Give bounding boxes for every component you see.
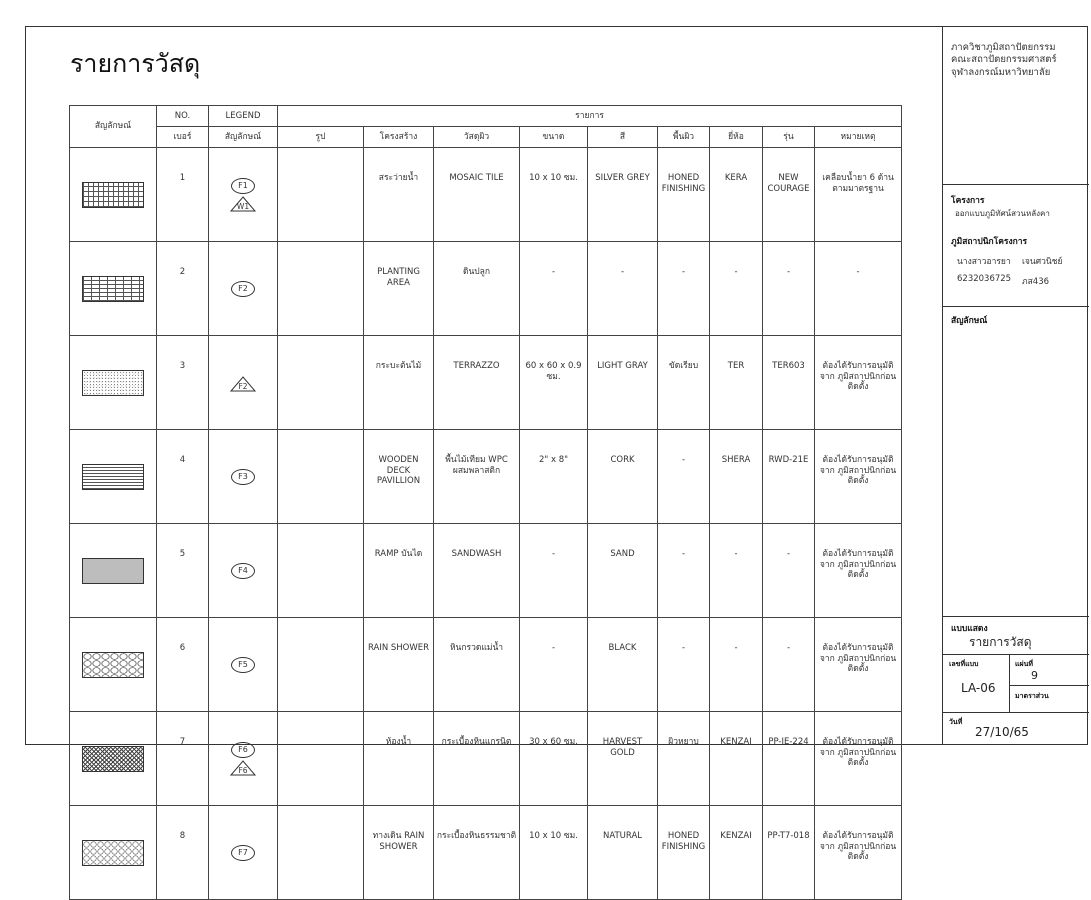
symbol-swatch-cell [70,618,157,712]
structure-cell: WOODEN DECK PAVILLION [364,430,434,524]
header-col-brand: ยี่ห้อ [710,127,763,148]
brand-cell: TER [710,336,763,430]
header-col-color: สี [588,127,658,148]
image-cell [278,242,364,336]
architect-section [943,226,1089,306]
size-cell: 30 x 60 ซม. [520,712,588,806]
note-cell: เคลือบน้ำยา 6 ด้าน ตามมาตรฐาน [815,148,902,242]
header-number: เบอร์ [157,127,209,148]
legend-circle-tag: F2 [231,281,255,297]
legend-circle-tag: F4 [231,563,255,579]
sheet-no: LA-06 [961,681,996,695]
surface-cell: TERRAZZO [434,336,520,430]
legend-triangle-text: W1 [236,201,250,211]
material-pattern-swatch [82,276,144,302]
header-col-finish: พื้นผิว [658,127,710,148]
note-cell: ต้องได้รับการอนุมัติจาก ภูมิสถาปนิกก่อนติดตั้ง [815,336,902,430]
structure-cell: กระบะต้นไม้ [364,336,434,430]
finish-cell: HONED FINISHING [658,806,710,900]
row-number: 8 [157,806,209,900]
structure-cell: RAIN SHOWER [364,618,434,712]
course-code: ภส436 [1022,277,1050,287]
model-cell: - [763,618,815,712]
drawing-section [943,616,1089,654]
color-cell: LIGHT GRAY [588,336,658,430]
header-no: NO. [157,106,209,127]
table-row [70,806,902,900]
symbol-swatch-cell [70,806,157,900]
table-row [70,336,902,430]
material-pattern-swatch [82,370,144,396]
legend-circle-tag: F5 [231,657,255,673]
project-label: โครงการ [951,196,985,206]
drawing-name: รายการวัสดุ [969,635,1032,649]
surface-cell: หินกรวดแม่น้ำ [434,618,520,712]
note-cell: ต้องได้รับการอนุมัติจาก ภูมิสถาปนิกก่อนติดตั้ง [815,806,902,900]
finish-cell: - [658,242,710,336]
legend-circle-tag: F3 [231,469,255,485]
finish-cell: - [658,524,710,618]
material-pattern-swatch [82,746,144,772]
color-cell: - [588,242,658,336]
table-row [70,524,902,618]
table-row [70,712,902,806]
table-row [70,148,902,242]
brand-cell: - [710,242,763,336]
size-cell: 2" x 8" [520,430,588,524]
header-legend: LEGEND [209,106,278,127]
header-col-structure: โครงสร้าง [364,127,434,148]
symbol-swatch-cell [70,336,157,430]
material-pattern-swatch [82,840,144,866]
brand-cell: KENZAI [710,712,763,806]
brand-cell: - [710,524,763,618]
date: 27/10/65 [975,725,1029,739]
student-id: 6232036725 [957,274,1012,284]
title-block [942,26,1088,745]
date-section [943,712,1089,745]
symbol-section [943,306,1089,616]
legend-triangle-tag [230,196,256,212]
finish-cell: HONED FINISHING [658,148,710,242]
material-pattern-swatch [82,182,144,208]
model-cell: PP-T7-018 [763,806,815,900]
row-number: 2 [157,242,209,336]
note-cell: ต้องได้รับการอนุมัติจาก ภูมิสถาปนิกก่อนติดตั้ง [815,430,902,524]
size-cell: - [520,618,588,712]
row-number: 5 [157,524,209,618]
model-cell: RWD-21E [763,430,815,524]
page-label: แผ่นที่ [1015,660,1034,668]
architect-surname: เจนศวนิชย์ [1022,257,1063,267]
legend-circle-tag: F7 [231,845,255,861]
row-number: 1 [157,148,209,242]
structure-cell: ห้องน้ำ [364,712,434,806]
sheet-no-label: เลขที่แบบ [949,660,979,668]
symbol-swatch-cell [70,148,157,242]
note-cell: ต้องได้รับการอนุมัติจาก ภูมิสถาปนิกก่อนติดตั้ง [815,524,902,618]
size-cell: 10 x 10 ซม. [520,806,588,900]
finish-cell: ผิวหยาบ [658,712,710,806]
color-cell: BLACK [588,618,658,712]
surface-cell: ดินปลูก [434,242,520,336]
project-name: ออกแบบภูมิทัศน์สวนหลังคา [955,209,1050,218]
surface-cell: พื้นไม้เทียม WPC ผสมพลาสติก [434,430,520,524]
size-cell: 60 x 60 x 0.9 ซม. [520,336,588,430]
page-title: รายการวัสดุ [70,49,201,78]
table-row [70,430,902,524]
surface-cell: กระเบื้องหินธรรมชาติ [434,806,520,900]
architect-name: นางสาวอารยา [957,257,1011,267]
surface-cell: SANDWASH [434,524,520,618]
legend-triangle-tag [230,376,256,392]
row-number: 4 [157,430,209,524]
surface-cell: กระเบื้องหินแกรนิต [434,712,520,806]
institution: ภาควิชาภูมิสถาปัตยกรรม คณะสถาปัตยกรรมศาสตร์ จุฬาลงกรณ์มหาวิทยาลัย [951,42,1057,78]
table-row [70,618,902,712]
image-cell [278,806,364,900]
header-col-size: ขนาด [520,127,588,148]
row-number: 6 [157,618,209,712]
header-col-surface: วัสดุผิว [434,127,520,148]
legend-circle-tag: F1 [231,178,255,194]
legend-tags-cell [209,336,278,430]
model-cell: PP-IE-224 [763,712,815,806]
size-cell: 10 x 10 ซม. [520,148,588,242]
legend-tags-cell [209,430,278,524]
legend-tags-cell [209,618,278,712]
color-cell: NATURAL [588,806,658,900]
image-cell [278,712,364,806]
structure-cell: ทางเดิน RAIN SHOWER [364,806,434,900]
symbol-label: สัญลักษณ์ [951,316,988,326]
row-number: 3 [157,336,209,430]
structure-cell: PLANTING AREA [364,242,434,336]
size-cell: - [520,242,588,336]
sheet-divider [1009,655,1010,713]
brand-cell: KERA [710,148,763,242]
size-cell: - [520,524,588,618]
color-cell: CORK [588,430,658,524]
brand-cell: - [710,618,763,712]
legend-tags-cell [209,148,278,242]
material-schedule-table [69,105,902,900]
header-items: รายการ [278,106,902,127]
model-cell: - [763,524,815,618]
page-divider [1009,685,1089,686]
legend-triangle-text: F6 [238,765,248,775]
image-cell [278,618,364,712]
header-col-model: รุ่น [763,127,815,148]
brand-cell: KENZAI [710,806,763,900]
material-pattern-swatch [82,558,144,584]
drawing-label: แบบแสดง [951,624,988,634]
color-cell: SILVER GREY [588,148,658,242]
header-symbol: สัญลักษณ์ [70,106,157,148]
note-cell: - [815,242,902,336]
brand-cell: SHERA [710,430,763,524]
model-cell: TER603 [763,336,815,430]
date-label: วันที่ [949,718,963,726]
finish-cell: - [658,618,710,712]
legend-tags-cell [209,712,278,806]
row-number: 7 [157,712,209,806]
symbol-swatch-cell [70,242,157,336]
header-col-image: รูป [278,127,364,148]
image-cell [278,336,364,430]
material-pattern-swatch [82,652,144,678]
color-cell: SAND [588,524,658,618]
legend-circle-tag: F6 [231,742,255,758]
model-cell: - [763,242,815,336]
symbol-swatch-cell [70,524,157,618]
legend-triangle-text: F2 [238,381,248,391]
header-col-note: หมายเหตุ [815,127,902,148]
note-cell: ต้องได้รับการอนุมัติจาก ภูมิสถาปนิกก่อนติดตั้ง [815,618,902,712]
sheet-section [943,654,1089,712]
model-cell: NEW COURAGE [763,148,815,242]
symbol-swatch-cell [70,430,157,524]
color-cell: HARVEST GOLD [588,712,658,806]
legend-tags-cell [209,806,278,900]
table-row [70,242,902,336]
landscape-architect-label: ภูมิสถาปนิกโครงการ [951,237,1028,247]
page-no: 9 [1031,669,1038,682]
image-cell [278,430,364,524]
legend-tags-cell [209,524,278,618]
finish-cell: ขัดเรียบ [658,336,710,430]
symbol-swatch-cell [70,712,157,806]
structure-cell: RAMP บันได [364,524,434,618]
surface-cell: MOSAIC TILE [434,148,520,242]
image-cell [278,148,364,242]
header-legend-symbol: สัญลักษณ์ [209,127,278,148]
legend-tags-cell [209,242,278,336]
legend-triangle-tag [230,760,256,776]
scale-label: มาตราส่วน [1015,692,1049,700]
finish-cell: - [658,430,710,524]
structure-cell: สระว่ายน้ำ [364,148,434,242]
material-pattern-swatch [82,464,144,490]
note-cell: ต้องได้รับการอนุมัติจาก ภูมิสถาปนิกก่อนติดตั้ง [815,712,902,806]
image-cell [278,524,364,618]
